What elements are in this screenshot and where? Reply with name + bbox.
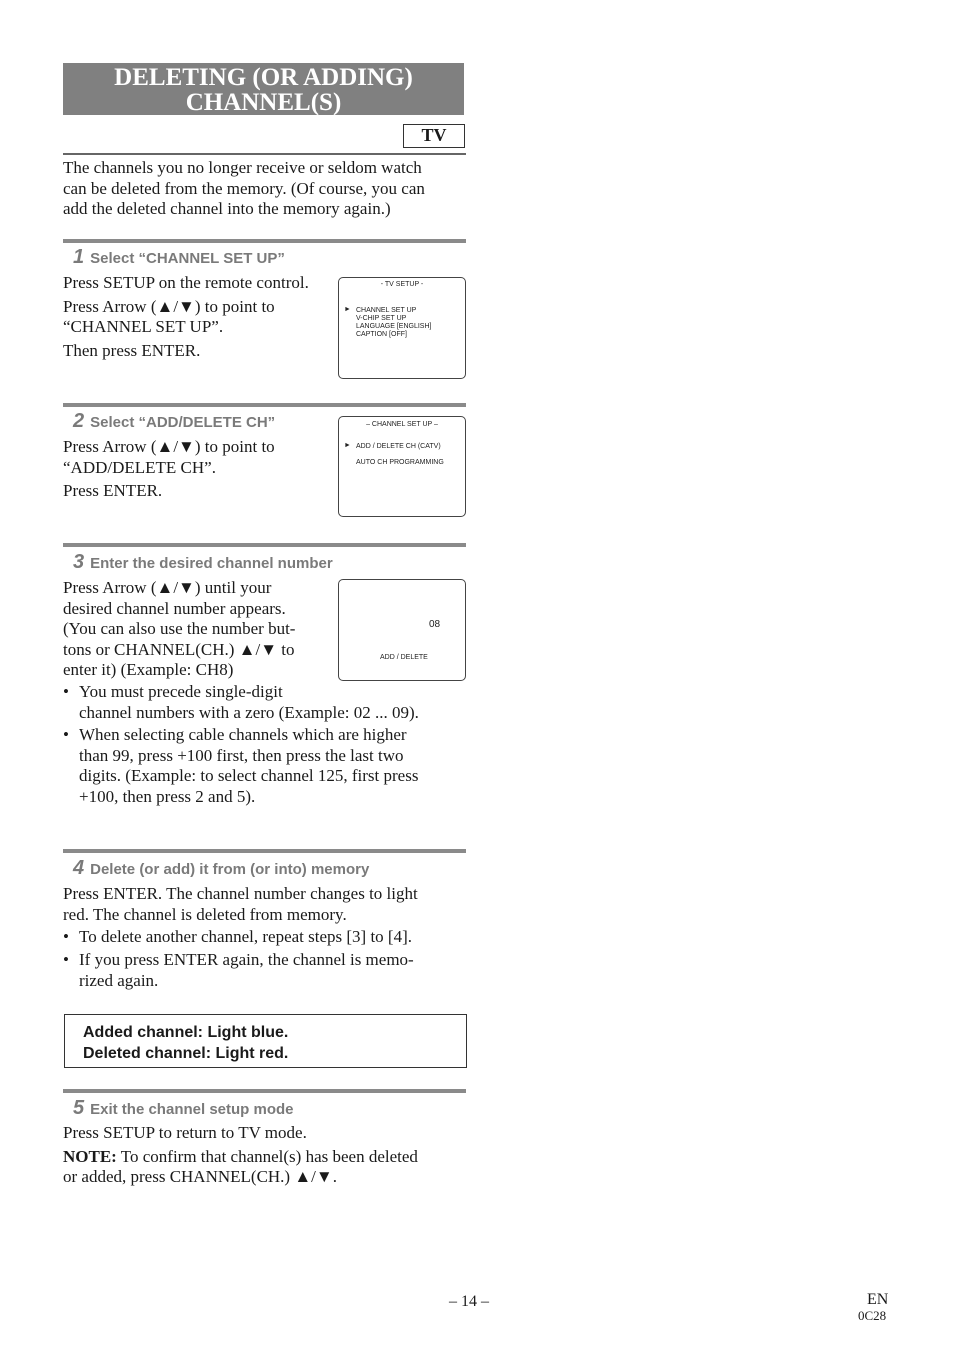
color-legend-box: Added channel: Light blue. Deleted channel: Light red. — [64, 1014, 467, 1068]
title-line-1: DELETING (OR ADDING) — [114, 64, 413, 91]
add-delete-mode: ADD / DELETE — [380, 654, 428, 661]
step-3-text: Press Arrow (▲/▼) until your desired channel number appears. (You can also use the number but- tons or CHANNEL(CH.) ▲/▼ to enter it) (Example: CH8) — [63, 578, 296, 679]
step-1-heading: 1 Select “CHANNEL SET UP” — [73, 246, 285, 268]
step-1-text: Press SETUP on the remote control. Press Arrow (▲/▼) to point to “CHANNEL SET UP”. Then press ENTER. — [63, 273, 309, 360]
language-code: EN — [867, 1291, 889, 1308]
divider — [63, 153, 466, 155]
note-label: NOTE: — [63, 1146, 117, 1166]
step-divider — [63, 543, 466, 547]
list-item: • To delete another channel, repeat steps [3] to [4]. — [63, 927, 413, 946]
title-line-2: CHANNEL(S) — [185, 89, 342, 116]
list-item: • When selecting cable channels which are higher than 99, press +100 first, then press the last two digits. (Example: to select channel 125, first press +100, then press 2 and 5). — [63, 725, 419, 806]
tv-badge: TV — [403, 124, 465, 148]
list-item: • If you press ENTER again, the channel is memo- rized again. — [63, 950, 414, 990]
step-4-text: Press ENTER. The channel number changes to light red. The channel is deleted from memory. — [63, 884, 418, 924]
channel-number-screen — [338, 579, 466, 681]
step-divider — [63, 403, 466, 407]
page-number: – 14 – — [449, 1293, 489, 1310]
step-2-heading: 2 Select “ADD/DELETE CH” — [73, 410, 276, 432]
selection-arrow-icon: ► — [344, 442, 351, 449]
step-2-text: Press Arrow (▲/▼) to point to “ADD/DELETE CH”. Press ENTER. — [63, 437, 275, 500]
selection-arrow-icon: ► — [344, 306, 351, 313]
step-5-heading: 5 Exit the channel setup mode — [73, 1097, 294, 1119]
channel-number: 08 — [429, 619, 441, 630]
tv-setup-screen: - TV SETUP - ► CHANNEL SET UP V-CHIP SET UP LANGUAGE [ENGLISH] CAPTION [OFF] — [338, 277, 466, 379]
channel-setup-screen: – CHANNEL SET UP – ► ADD / DELETE CH (CATV) AUTO CH PROGRAMMING — [338, 416, 466, 517]
list-item: • You must precede single-digit channel numbers with a zero (Example: 02 ... 09). — [63, 682, 419, 722]
step-5-text: Press SETUP to return to TV mode. NOTE: To confirm that channel(s) has been deleted or added, press CHANNEL(CH.) ▲/▼. — [63, 1123, 418, 1186]
page-title — [63, 63, 464, 115]
step-3-heading: 3 Enter the desired channel number — [73, 551, 333, 573]
step-divider — [63, 239, 466, 243]
intro-text: The channels you no longer receive or seldom watch can be deleted from the memory. (Of course, you can add the deleted channel into the memory again.) — [63, 158, 425, 218]
document-code: 0C28 — [858, 1308, 887, 1323]
step-divider — [63, 849, 466, 853]
step-divider — [63, 1089, 466, 1093]
step-4-heading: 4 Delete (or add) it from (or into) memory — [73, 857, 370, 879]
